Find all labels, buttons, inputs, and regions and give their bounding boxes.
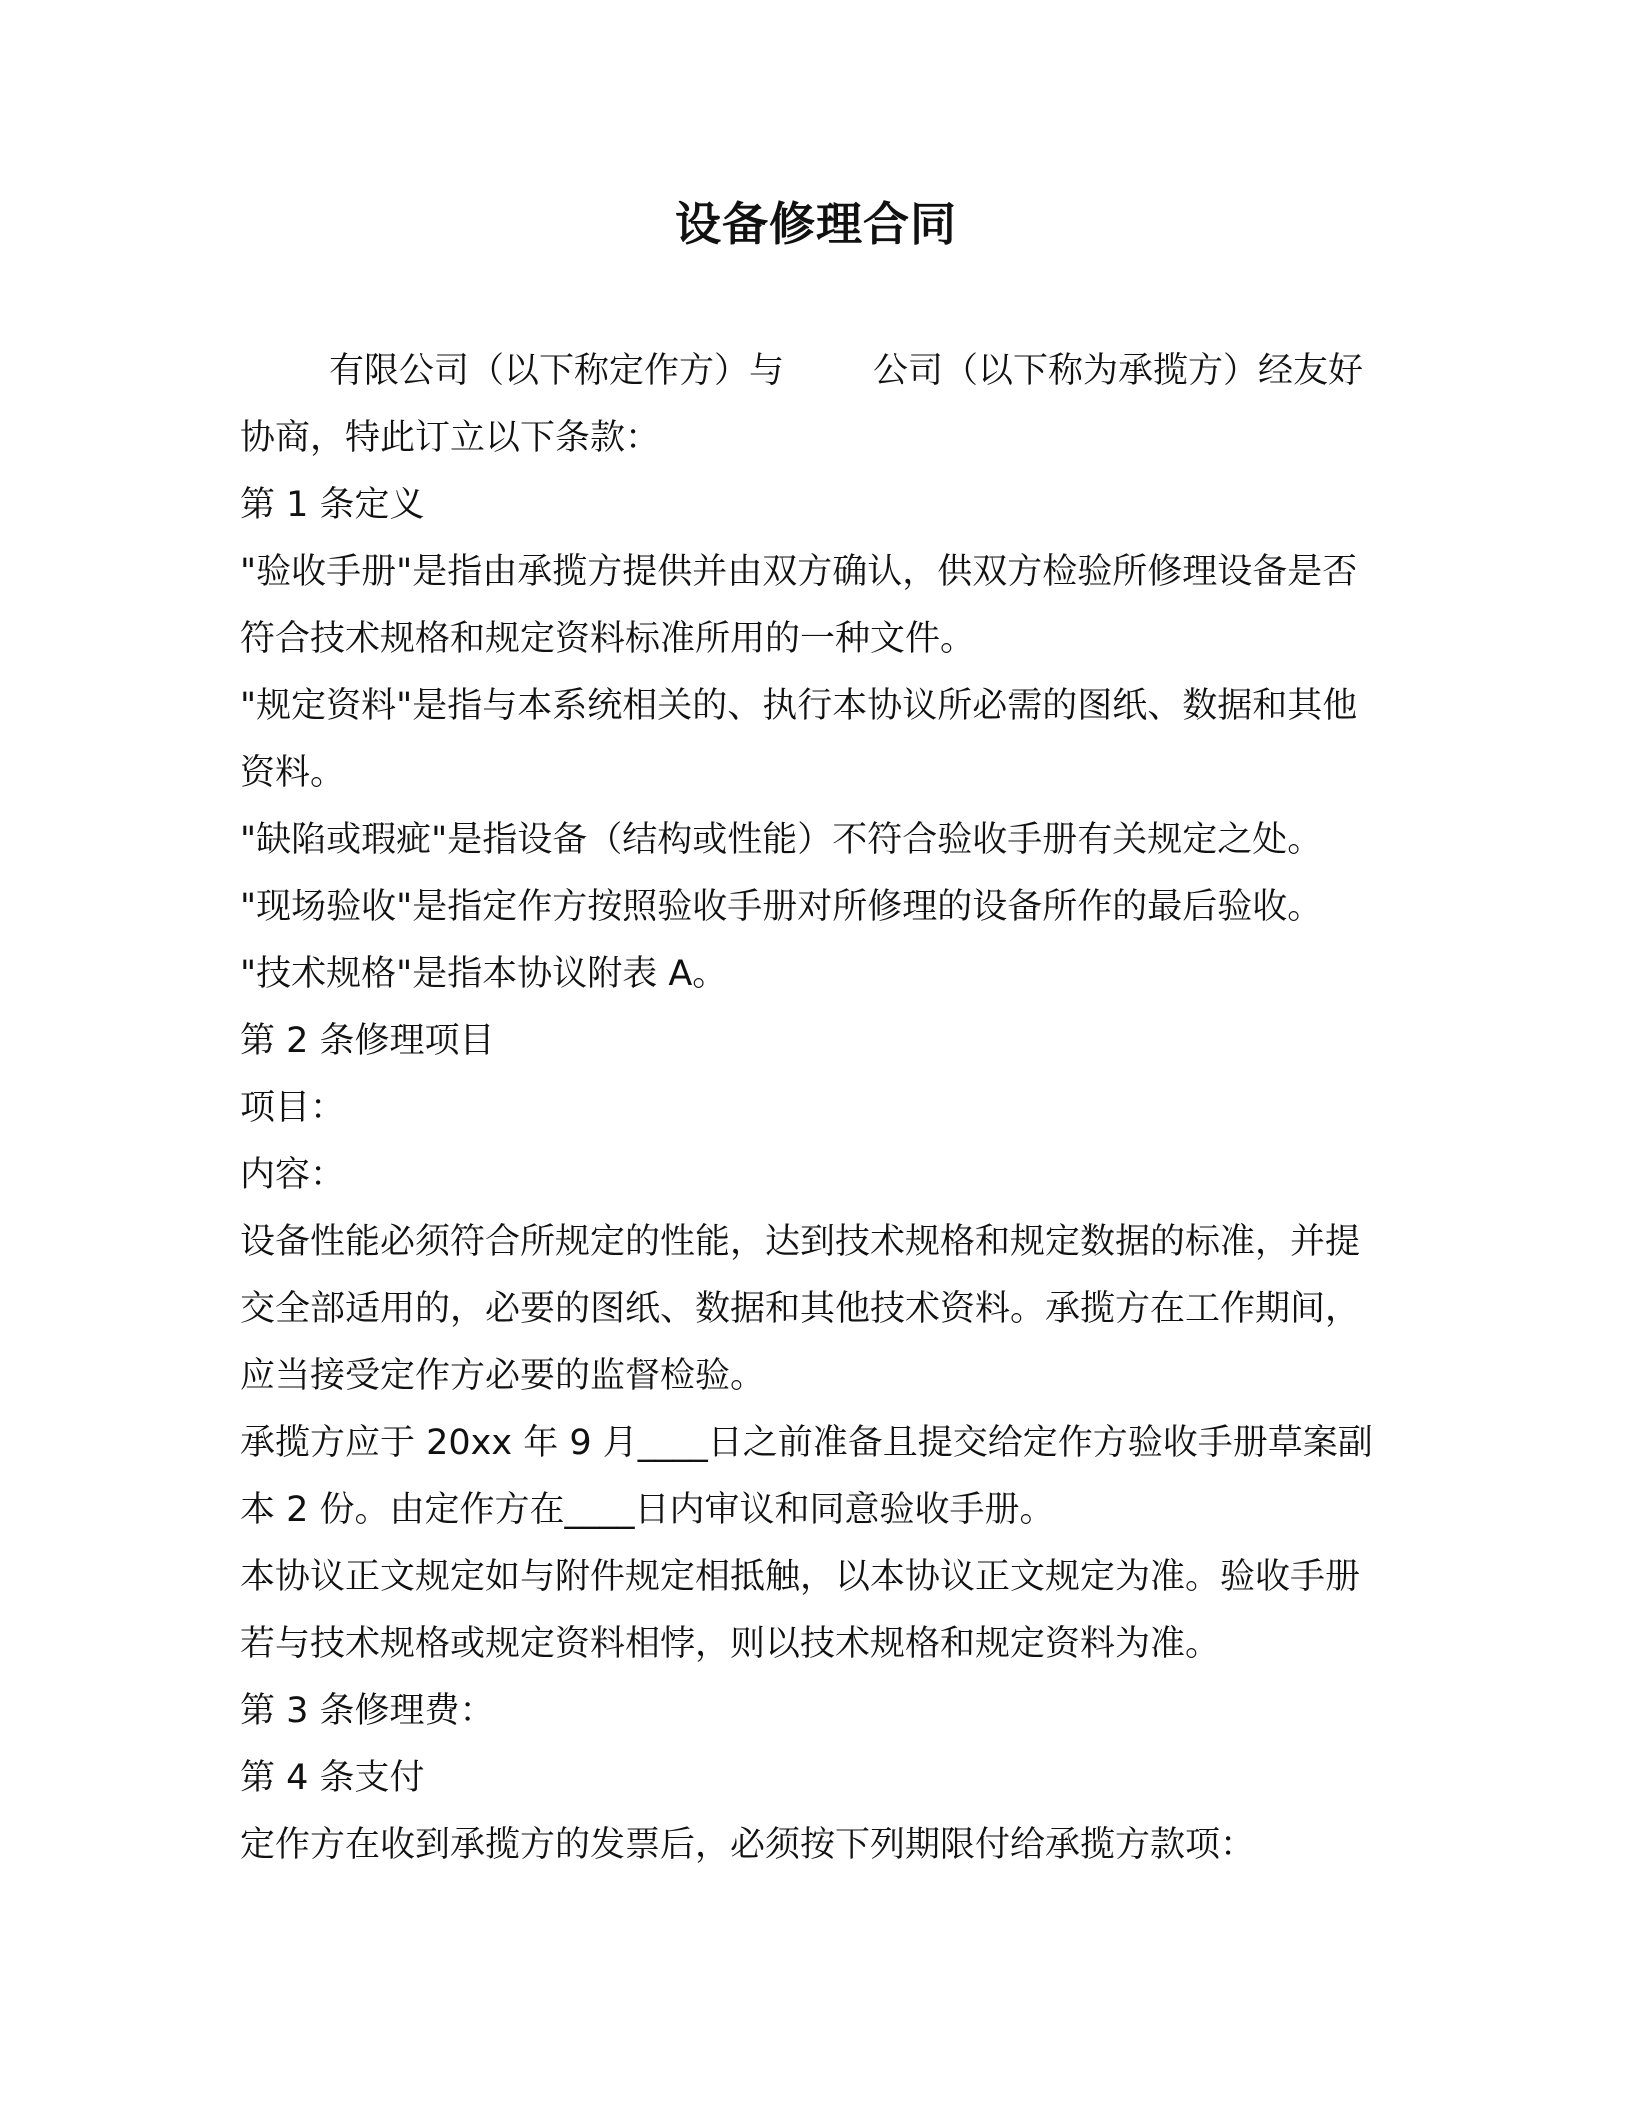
payment-paragraph: 定作方在收到承揽方的发票后，必须按下列期限付给承揽方款项： bbox=[240, 1825, 1256, 1865]
article-4-heading: 第 4 条支付 bbox=[240, 1758, 425, 1798]
content-label: 内容： bbox=[240, 1155, 346, 1195]
definition-technical-specs: "技术规格"是指本协议附表 A。 bbox=[240, 954, 728, 994]
definition-defects: "缺陷或瑕疵"是指设备（结构或性能）不符合验收手册有关规定之处。 bbox=[240, 820, 1323, 860]
article-3-heading: 第 3 条修理费： bbox=[240, 1691, 495, 1731]
performance-paragraph: 设备性能必须符合所规定的性能，达到技术规格和规定数据的标准，并提交全部适用的，必要的图纸、数据和其他技术资料。承揽方在工作期间，应当接受定作方必要的监督检验。 bbox=[240, 1222, 1361, 1396]
article-2-heading: 第 2 条修理项目 bbox=[240, 1021, 495, 1061]
definition-acceptance-manual: "验收手册"是指由承揽方提供并由双方确认，供双方检验所修理设备是否符合技术规格和规定资料标准所用的一种文件。 bbox=[240, 552, 1358, 659]
article-1-heading: 第 1 条定义 bbox=[240, 485, 425, 525]
definition-specified-materials: "规定资料"是指与本系统相关的、执行本协议所必需的图纸、数据和其他资料。 bbox=[240, 686, 1358, 793]
definition-site-acceptance: "现场验收"是指定作方按照验收手册对所修理的设备所作的最后验收。 bbox=[240, 887, 1323, 927]
document-body bbox=[240, 338, 1390, 1879]
precedence-paragraph: 本协议正文规定如与附件规定相抵触，以本协议正文规定为准。验收手册若与技术规格或规定资料相悖，则以技术规格和规定资料为准。 bbox=[240, 1557, 1361, 1664]
intro-paragraph: 有限公司（以下称定作方）与 公司（以下称为承揽方）经友好协商，特此订立以下条款： bbox=[240, 351, 1364, 458]
item-label: 项目： bbox=[240, 1088, 346, 1128]
manual-submission-paragraph: 承揽方应于 20xx 年 9 月____日之前准备且提交给定作方验收手册草案副本 2 份。由定作方在____日内审议和同意验收手册。 bbox=[240, 1423, 1373, 1530]
document-title: 设备修理合同 bbox=[675, 197, 957, 251]
